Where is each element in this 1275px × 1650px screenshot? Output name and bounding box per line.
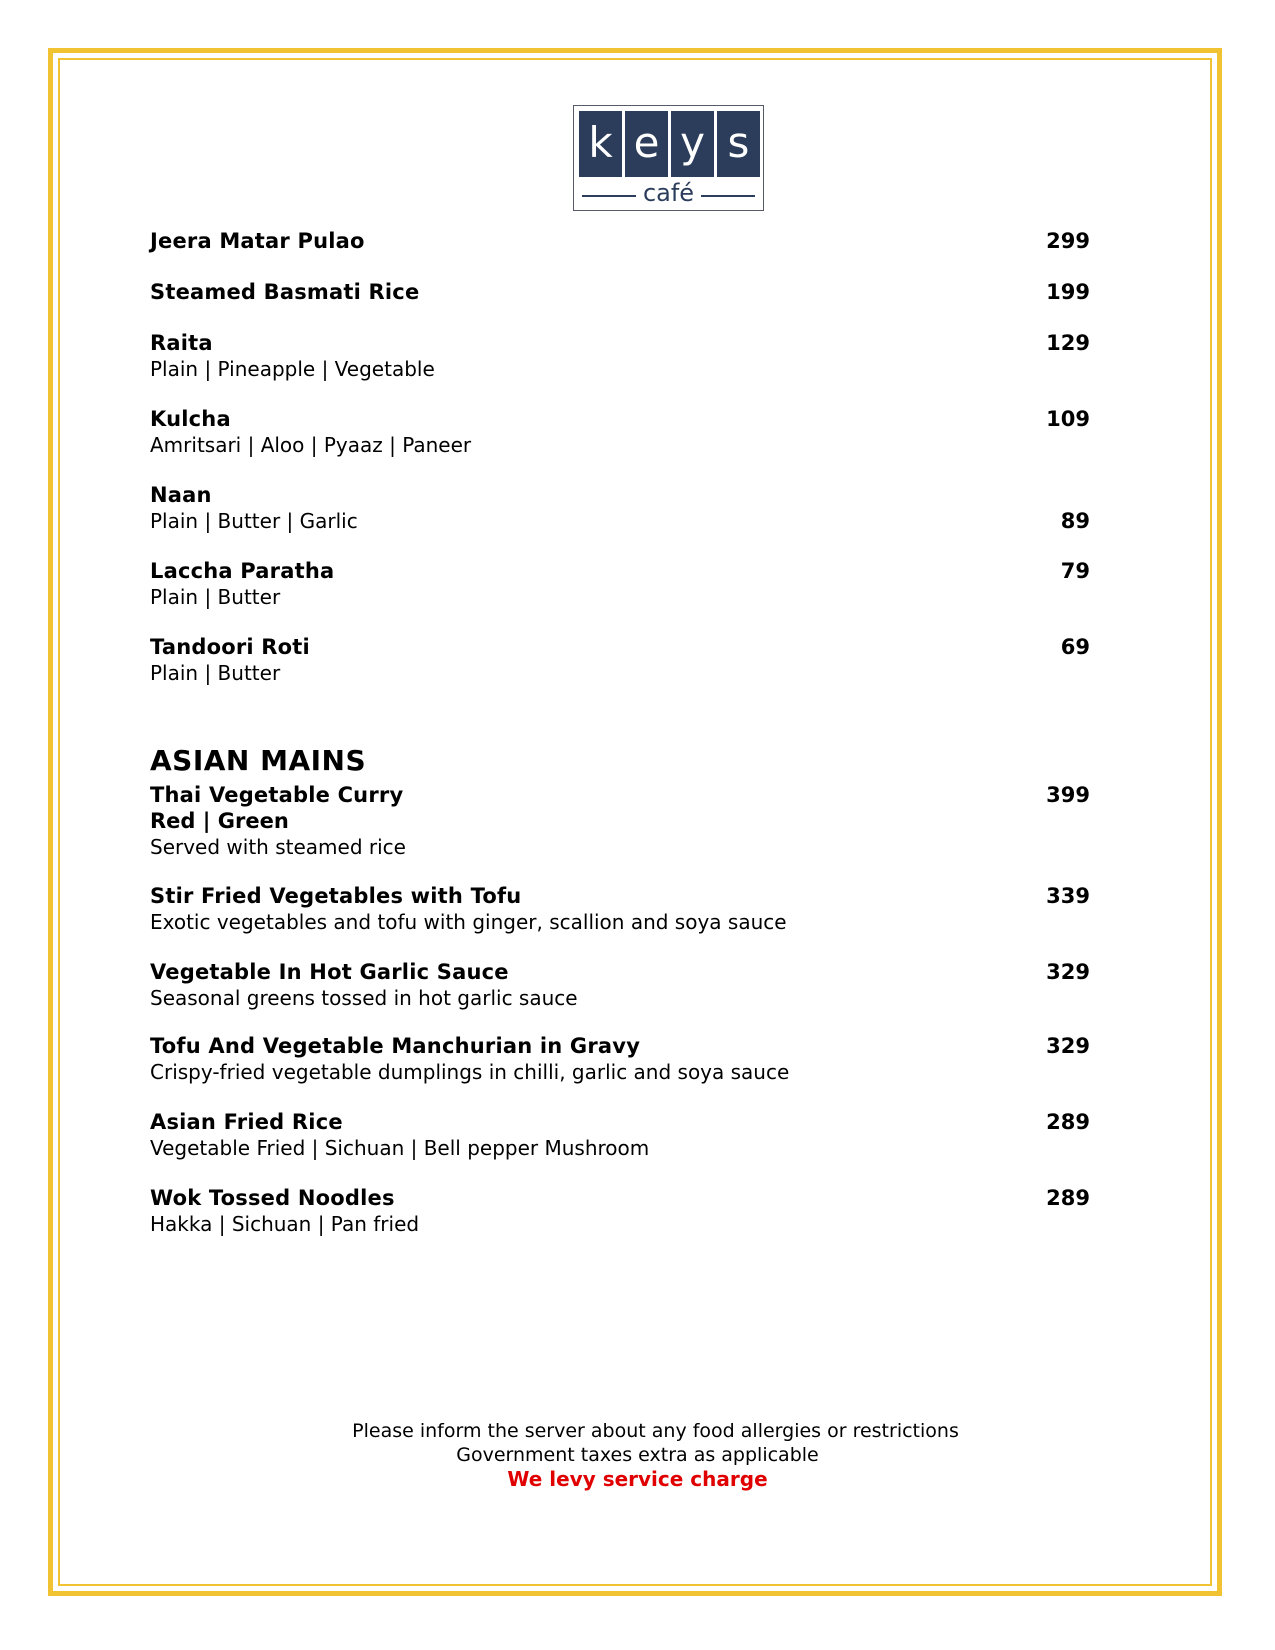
item-name: Tandoori Roti <box>150 635 310 659</box>
item-description: Plain | Butter | Garlic <box>150 509 358 533</box>
item-price: 399 <box>1046 783 1090 807</box>
menu-item <box>150 634 1090 686</box>
item-price: 329 <box>1046 1034 1090 1058</box>
menu-item <box>150 959 1090 1011</box>
item-name: Tofu And Vegetable Manchurian in Gravy <box>150 1034 641 1058</box>
item-name: Asian Fried Rice <box>150 1110 343 1134</box>
item-price: 339 <box>1046 884 1090 908</box>
item-price: 129 <box>1046 331 1090 355</box>
allergy-note: Please inform the server about any food allergies or restrictions <box>352 1420 959 1442</box>
item-description: Seasonal greens tossed in hot garlic sauce <box>150 986 578 1010</box>
item-name: Stir Fried Vegetables with Tofu <box>150 884 522 908</box>
menu-item <box>150 482 1090 534</box>
menu-item <box>150 279 1090 305</box>
item-price: 69 <box>1060 635 1090 659</box>
keys-cafe-logo <box>573 105 764 211</box>
item-description: Served with steamed rice <box>150 835 406 859</box>
menu-item <box>150 330 1090 382</box>
section-heading: ASIAN MAINS <box>150 744 367 777</box>
logo-letter: e <box>625 111 668 177</box>
logo-subtitle: café <box>636 179 701 207</box>
item-price: 199 <box>1046 280 1090 304</box>
menu-item <box>150 1185 1090 1237</box>
service-charge-note: We levy service charge <box>507 1467 768 1491</box>
item-price: 289 <box>1046 1110 1090 1134</box>
item-name: Wok Tossed Noodles <box>150 1186 395 1210</box>
logo-letter: s <box>717 111 760 177</box>
menu-item <box>150 883 1090 935</box>
item-name: Jeera Matar Pulao <box>150 229 365 253</box>
item-name: Vegetable In Hot Garlic Sauce <box>150 960 509 984</box>
menu-item <box>150 558 1090 610</box>
item-description: Plain | Pineapple | Vegetable <box>150 357 435 381</box>
item-options: Red | Green <box>150 809 289 833</box>
item-price: 109 <box>1046 407 1090 431</box>
item-price: 289 <box>1046 1186 1090 1210</box>
menu-item <box>150 406 1090 458</box>
menu-item <box>150 1033 1090 1085</box>
item-description: Amritsari | Aloo | Pyaaz | Paneer <box>150 433 472 457</box>
item-description: Hakka | Sichuan | Pan fried <box>150 1212 420 1236</box>
item-description: Plain | Butter <box>150 661 281 685</box>
item-name: Naan <box>150 483 212 507</box>
item-description: Crispy-fried vegetable dumplings in chilli, garlic and soya sauce <box>150 1060 790 1084</box>
menu-item <box>150 782 1090 860</box>
item-description: Vegetable Fried | Sichuan | Bell pepper Mushroom <box>150 1136 650 1160</box>
item-price: 299 <box>1046 229 1090 253</box>
item-name: Laccha Paratha <box>150 559 335 583</box>
menu-item <box>150 1109 1090 1161</box>
tax-note: Government taxes extra as applicable <box>456 1444 819 1466</box>
item-name: Raita <box>150 331 213 355</box>
item-description: Plain | Butter <box>150 585 281 609</box>
item-name: Kulcha <box>150 407 231 431</box>
logo-letter: y <box>671 111 714 177</box>
item-price: 89 <box>1060 509 1090 533</box>
menu-item <box>150 228 1090 254</box>
item-name: Steamed Basmati Rice <box>150 280 420 304</box>
logo-letter: k <box>579 111 622 177</box>
item-price: 79 <box>1060 559 1090 583</box>
item-name: Thai Vegetable Curry <box>150 783 404 807</box>
item-description: Exotic vegetables and tofu with ginger, scallion and soya sauce <box>150 910 787 934</box>
item-price: 329 <box>1046 960 1090 984</box>
